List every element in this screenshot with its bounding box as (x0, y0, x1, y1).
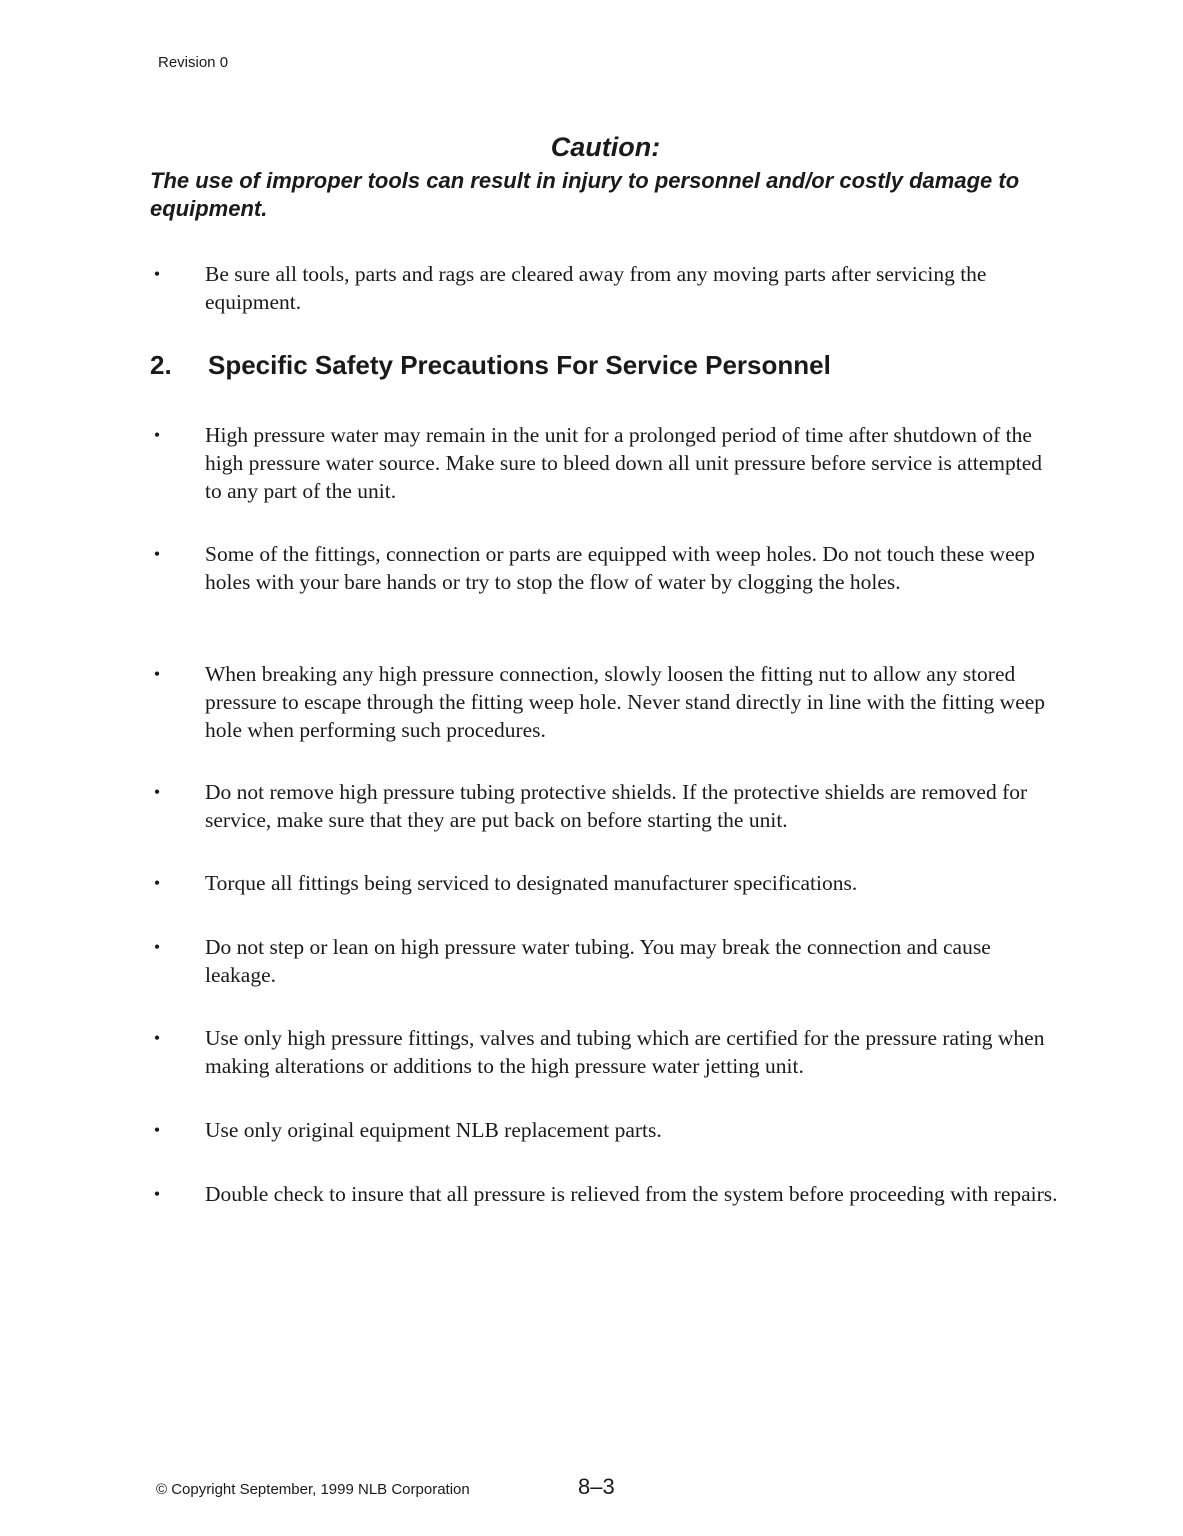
section-heading (150, 350, 831, 381)
bullet-text: Some of the fittings, connection or parts are equipped with weep holes. Do not touch these weep holes with your bare hands or try to stop the flow of water by clogging the holes. (205, 542, 1035, 594)
page-number: 8–3 (578, 1474, 615, 1499)
section-number: 2. (150, 350, 172, 380)
bullet-text: Do not step or lean on high pressure water tubing. You may break the connection and cause leakage. (205, 935, 991, 987)
section-title: Specific Safety Precautions For Service Personnel (208, 350, 831, 380)
bullet-icon: • (153, 782, 161, 802)
bullet-text: High pressure water may remain in the unit for a prolonged period of time after shutdown of the high pressure water source. Make sure to bleed down all unit pressure before service is attempted to any part of the unit. (205, 423, 1043, 503)
caution-text: The use of improper tools can result in injury to personnel and/or costly damage to equipment. (150, 168, 1020, 221)
bullet-icon: • (153, 1028, 161, 1048)
revision-label: Revision 0 (158, 54, 229, 71)
bullet-item (150, 1180, 1060, 1208)
bullet-item (150, 869, 1060, 897)
bullet-text: Double check to insure that all pressure is relieved from the system before proceeding with repairs. (205, 1182, 1058, 1206)
bullet-icon: • (153, 1184, 161, 1204)
bullet-item (150, 933, 1060, 989)
bullet-icon: • (153, 544, 161, 564)
bullet-item (150, 1024, 1060, 1080)
bullet-icon: • (153, 937, 161, 957)
bullet-icon: • (153, 1120, 161, 1140)
bullet-text: Torque all fittings being serviced to designated manufacturer specifications. (205, 871, 858, 895)
bullet-icon: • (153, 264, 161, 284)
bullet-text: Use only high pressure fittings, valves and tubing which are certified for the pressure rating when making alterations or additions to the high pressure water jetting unit. (205, 1026, 1045, 1078)
bullet-item (150, 540, 1060, 596)
bullet-item (150, 421, 1060, 505)
bullet-text: Use only original equipment NLB replacement parts. (205, 1118, 662, 1142)
bullet-icon: • (153, 873, 161, 893)
caution-title: Caution: (550, 132, 661, 162)
bullet-item (150, 778, 1060, 834)
bullet-icon: • (153, 664, 161, 684)
bullet-item (150, 1116, 1060, 1144)
bullet-icon: • (153, 425, 161, 445)
bullet-text: Be sure all tools, parts and rags are cleared away from any moving parts after servicing the equipment. (205, 262, 987, 314)
bullet-item (150, 260, 1060, 316)
bullet-text: When breaking any high pressure connection, slowly loosen the fitting nut to allow any stored pressure to escape through the fitting weep hole. Never stand directly in line with the fitting weep hole when performing such procedures. (205, 662, 1046, 742)
bullet-item (150, 660, 1060, 744)
footer-copyright: © Copyright September, 1999 NLB Corporation (156, 1481, 470, 1498)
bullet-text: Do not remove high pressure tubing protective shields. If the protective shields are removed for service, make sure that they are put back on before starting the unit. (205, 780, 1028, 832)
